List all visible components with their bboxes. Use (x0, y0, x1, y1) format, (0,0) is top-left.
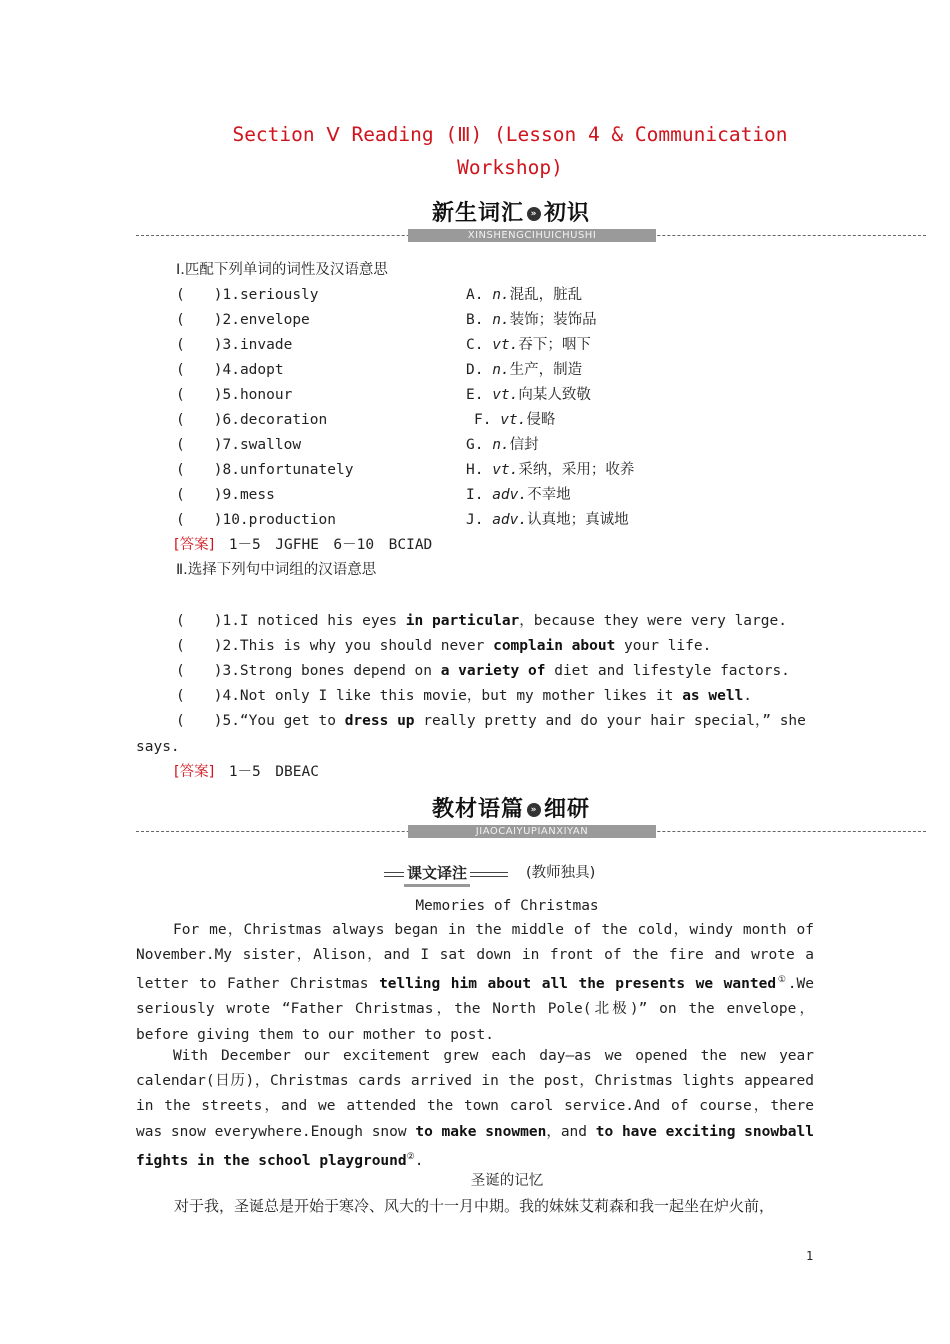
band-heading-main: 教材语篇 (432, 797, 525, 822)
part2-answer (174, 760, 319, 785)
vocab-option: C. vt.吞下；咽下 (466, 337, 591, 353)
document-title (130, 118, 890, 184)
passage-paragraph-2: With December our excitement grew each day—as we opened the new year calendar(日历)，Christmas cards arrived in the post，Christmas lights appeared in the streets，and we attended the town carol service.And of course，there was snow everywhere.Enough snow to make snowmen，and to have exciting snowball fights in the school playground②. (136, 1048, 814, 1169)
band-heading (432, 796, 590, 824)
sentence-row: ( )4.Not only I like this movie，but my mother likes it as well. (176, 688, 753, 704)
arrow-icon: » (527, 803, 541, 817)
arrow-icon: » (527, 207, 541, 221)
vocab-option: F. vt.侵略 (474, 412, 556, 428)
answer-tag: [答案] (174, 537, 215, 553)
title-line-2: Workshop) (457, 156, 563, 179)
vocab-row: ( )1.seriously (176, 287, 319, 303)
answer-text: 1－5 DBEAC (228, 764, 319, 780)
sentence-row: ( )3.Strong bones depend on a variety of diet and lifestyle factors. (176, 663, 790, 679)
band-heading (432, 200, 590, 228)
vocab-option: G. n.信封 (466, 437, 539, 453)
band-heading-sub: 细研 (544, 797, 591, 822)
vocab-row: ( )5.honour (176, 387, 293, 403)
vocab-option: B. n.装饰；装饰品 (466, 312, 597, 328)
sentence-row: ( )5.“You get to dress up really pretty and do your hair special，” she (176, 713, 806, 729)
part1-answer (174, 533, 432, 558)
answer-tag: [答案] (174, 764, 215, 780)
vocab-option: A. n.混乱，脏乱 (466, 287, 583, 303)
vocab-option: D. n.生产，制造 (466, 362, 583, 378)
teacher-note: (教师独具) (526, 865, 596, 881)
answer-text: 1－5 JGFHE 6－10 BCIAD (228, 537, 433, 553)
text-annotation-label (384, 862, 508, 884)
passage-paragraph-1: For me，Christmas always began in the middle of the cold，windy month of November.My sister，Alison，and I sat down in front of the fire and wrote a letter to Father Christmas telling him about all the presents we wanted①.We seriously wrote “Father Christmas，the North Pole(北极)” on the envelope，before giving them to our mother to post. (136, 922, 814, 1043)
band-heading-main: 新生词汇 (432, 201, 525, 226)
vocab-row: ( )8.unfortunately (176, 462, 354, 478)
sentence-continuation: says. (136, 739, 180, 755)
label-box: 课文译注 (404, 862, 470, 887)
vocab-row: ( )10.production (176, 512, 336, 528)
part1-heading: Ⅰ.匹配下列单词的词性及汉语意思 (176, 262, 388, 278)
vocab-row: ( )6.decoration (176, 412, 328, 428)
vocab-option: E. vt.向某人致敬 (466, 387, 591, 403)
vocab-row: ( )7.swallow (176, 437, 302, 453)
part2-heading: Ⅱ.选择下列句中词组的汉语意思 (176, 562, 377, 578)
title-line-1: Section Ⅴ Reading (Ⅲ) (Lesson 4 & Communication (232, 123, 788, 146)
vocab-option: J. adv.认真地；真诚地 (466, 512, 629, 528)
sentence-row: ( )2.This is why you should never complain about your life. (176, 638, 712, 654)
sentence-row: ( )1.I noticed his eyes in particular，because they were very large. (176, 613, 787, 629)
vocab-row: ( )3.invade (176, 337, 293, 353)
band-pinyin: JIAOCAIYUPIANXIYAN (408, 825, 656, 838)
vocab-option: I. adv.不幸地 (466, 487, 571, 503)
section-band-vocabulary (136, 200, 926, 250)
vocab-option: H. vt.采纳，采用；收养 (466, 462, 635, 478)
passage-title: Memories of Christmas (415, 898, 599, 914)
chinese-title: 圣诞的记忆 (470, 1173, 544, 1189)
chinese-paragraph-1: 对于我，圣诞总是开始于寒冷、风大的十一月中期。我的妹妹艾莉森和我一起坐在炉火前， (174, 1197, 775, 1215)
vocab-row: ( )9.mess (176, 487, 275, 503)
section-band-text-study (136, 796, 926, 846)
vocab-row: ( )4.adopt (176, 362, 284, 378)
band-pinyin: XINSHENGCIHUICHUSHI (408, 229, 656, 242)
band-heading-sub: 初识 (544, 201, 591, 226)
page-number: 1 (806, 1249, 814, 1263)
vocab-row: ( )2.envelope (176, 312, 310, 328)
